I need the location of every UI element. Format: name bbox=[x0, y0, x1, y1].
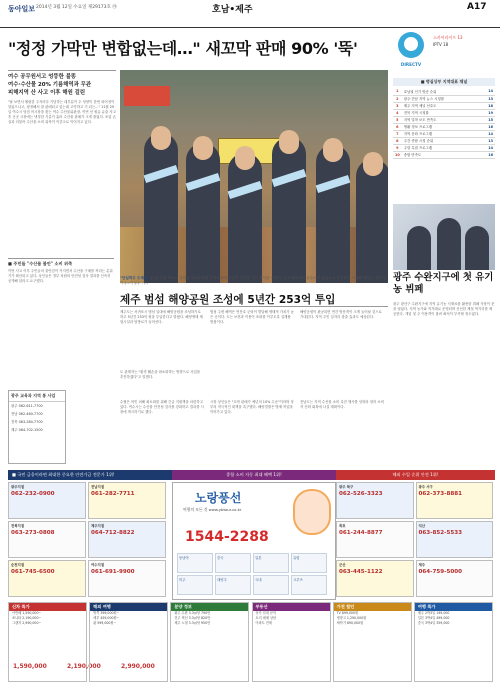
destination-tile[interactable]: 동남아 bbox=[177, 553, 213, 573]
divider bbox=[120, 306, 388, 307]
channel-table-row bbox=[393, 88, 495, 95]
mid-left-story bbox=[8, 258, 114, 284]
channel-table-label: 제주 지역 채널 선호도 bbox=[402, 102, 481, 109]
destination-tile[interactable]: 국내 bbox=[253, 575, 289, 595]
channel-table-value: 18 bbox=[481, 102, 495, 109]
contact-box-title: 광주 교육과 지역 통 사업 bbox=[9, 391, 65, 402]
ad-cell[interactable] bbox=[416, 482, 494, 519]
person-figure bbox=[272, 137, 306, 283]
lead-subhead bbox=[8, 70, 116, 97]
person-face bbox=[193, 136, 213, 160]
channel-table-rank: 6 bbox=[393, 123, 402, 130]
channel-table-value: 14 bbox=[481, 130, 495, 137]
price-label: 2,990,000 bbox=[121, 663, 155, 670]
channel-table bbox=[393, 88, 495, 159]
ad-cell-label: 광주지점 bbox=[11, 485, 25, 489]
channel-table-label: 생활 정보 프로그램 bbox=[402, 123, 481, 130]
price-label: 1,590,000 bbox=[13, 663, 47, 670]
person-face bbox=[279, 130, 299, 154]
banner-sign bbox=[124, 86, 170, 106]
contact-row: 광주 062-611-7700 bbox=[11, 404, 43, 408]
ad-cell[interactable] bbox=[88, 521, 166, 558]
classified-line: 세탁기 690,000원 bbox=[336, 621, 364, 625]
channel-table-row bbox=[393, 130, 495, 137]
classified-line: 광주 수완 3.3㎡당 790만 bbox=[174, 611, 211, 615]
second-headline: 제주 범섬 해양공원 조성에 5년간 253억 투입 bbox=[120, 294, 336, 306]
contact-row: 전북 063-284-7700 bbox=[11, 420, 43, 424]
classified-line: 상가 임대 문의 bbox=[255, 611, 277, 615]
classified-line: 전주 혁신 3.3㎡당 820만 bbox=[174, 616, 211, 620]
ad-cell-phone[interactable]: 064-712-8822 bbox=[91, 530, 135, 536]
section-title: 호남•제주 bbox=[212, 5, 253, 15]
ad-cell[interactable] bbox=[336, 482, 414, 519]
contact-row: 제주 064-702-1500 bbox=[11, 428, 43, 432]
logo-text: DIRECTV bbox=[400, 62, 422, 67]
channel-table-row bbox=[393, 151, 495, 158]
channel-table-value: 16 bbox=[481, 123, 495, 130]
classified-line: 제주 2박3일 199,000 bbox=[417, 611, 450, 615]
classified-line: 일본 3박4일 499,000 bbox=[417, 616, 450, 620]
ad-cell-label: 제주지점 bbox=[91, 524, 105, 528]
lead-body: "날 보면서 썰렁한 주지마다 기념하는 데부분이 두 엉양이 한번 외어정이 알았으나고, 평정해서 잘 판매되고 있는데 고약하고 기 되는..." 11월 29일 여수시 당점 어시장을 찾는 여수 수산물위판장. 이번 선 원유 유출 사고 후 곳곳 시장에는 냉정한 기류가 흘러 수산물 판매가 크게 줄었다. 조업 손실과 더불어 수산물 소비 위축이 이중고로 이어지고 있다. bbox=[8, 100, 116, 124]
destination-tile[interactable]: 일본 bbox=[253, 553, 289, 573]
channel-table-label: 종합 만족도 bbox=[402, 151, 481, 158]
channel-table-value: 15 bbox=[481, 116, 495, 123]
lead-subhead-line: 여수·수산물 20% 기름해역과 무관 bbox=[8, 82, 92, 88]
ad-cell-phone[interactable]: 061-691-9900 bbox=[91, 569, 135, 575]
channel-table-rank: 10 bbox=[395, 152, 400, 157]
channel-info bbox=[433, 34, 495, 48]
ad-cell-phone[interactable]: 062-232-0900 bbox=[11, 491, 55, 497]
ad-cell-label: 광주 북구 bbox=[339, 485, 354, 489]
lead-subhead-line: 여수 공무원서고 엉뚱한 불똥 bbox=[8, 74, 77, 80]
ad-left-column bbox=[8, 482, 168, 600]
photo-caption-head: "안심하고 드세요" bbox=[120, 276, 150, 280]
ad-cell-phone[interactable]: 061-745-6500 bbox=[11, 569, 55, 575]
classified-ads bbox=[8, 602, 495, 684]
channel-table-title: ■ 명실상부 지역대표 채널 bbox=[393, 78, 495, 86]
channel-table-row bbox=[393, 116, 495, 123]
ad-cell[interactable] bbox=[88, 482, 166, 519]
ad-cell-phone[interactable]: 063-852-5533 bbox=[418, 530, 463, 536]
classified-line: 쏘나타 2,190,000~ bbox=[12, 616, 42, 620]
channel-table-value: 14 bbox=[481, 88, 495, 95]
channel-table-label: 지역 문화 프로그램 bbox=[402, 130, 481, 137]
ad-cell-label: 목포 bbox=[339, 524, 346, 528]
classified-title: 신차 특가 bbox=[9, 603, 86, 611]
ad-cell[interactable] bbox=[416, 521, 494, 558]
ad-cell-phone[interactable]: 062-526-3323 bbox=[339, 491, 383, 497]
ad-cell-label: 익산 bbox=[418, 524, 426, 528]
channel-table-row bbox=[393, 123, 495, 130]
classified-line: 괌 599,000원~ bbox=[93, 621, 117, 625]
channel-table-row bbox=[393, 109, 495, 116]
channel-info-item: 스카이라이프 13 bbox=[433, 35, 463, 40]
classified-line: 제주 노형 3.3㎡당 950만 bbox=[174, 621, 211, 625]
ad-cell-label: 제주 bbox=[418, 563, 426, 567]
channel-table-value: 13 bbox=[481, 137, 495, 144]
ad-cell[interactable] bbox=[8, 560, 86, 597]
channel-table-label: 주말 특집 프로그램 bbox=[402, 144, 481, 151]
channel-info-item: IPTV 18 bbox=[433, 42, 449, 47]
channel-table-label: 광주·전남 지역 뉴스 시청률 bbox=[402, 95, 481, 102]
channel-table-value: 14 bbox=[481, 144, 495, 151]
classified-block[interactable] bbox=[333, 602, 412, 682]
ad-cell-label: 여수지점 bbox=[91, 563, 105, 567]
ad-cell[interactable] bbox=[336, 521, 414, 558]
channel-table-row bbox=[393, 102, 495, 109]
channel-table-rank: 1 bbox=[393, 88, 402, 95]
ad-cell-label: 군산 bbox=[339, 563, 346, 567]
channel-table-rank: 3 bbox=[393, 102, 402, 109]
travel-brand: 노랑풍선 bbox=[195, 491, 242, 505]
newspaper-logo: 동아일보 bbox=[8, 5, 36, 13]
ad-cell[interactable] bbox=[416, 560, 494, 597]
channel-sidebar bbox=[393, 30, 495, 200]
ad-cell-phone[interactable]: 063-273-0808 bbox=[11, 530, 55, 536]
ad-cell[interactable] bbox=[88, 560, 166, 597]
classified-line: 냉장고 1,290,000원 bbox=[336, 616, 367, 620]
channel-table-rank: 4 bbox=[393, 109, 402, 116]
channel-table-rank: 7 bbox=[393, 130, 402, 137]
person-face bbox=[363, 152, 383, 176]
person-face bbox=[151, 126, 171, 150]
travel-ad[interactable] bbox=[172, 482, 336, 600]
classified-line: 세부 459,000원~ bbox=[93, 616, 120, 620]
classified-line: 방콕 399,000원~ bbox=[93, 611, 120, 615]
person-figure bbox=[465, 226, 489, 270]
ad-cell[interactable] bbox=[8, 482, 86, 519]
classified-block[interactable] bbox=[414, 602, 493, 682]
channel-table-value: 16 bbox=[481, 151, 495, 158]
destination-tile[interactable]: 중국 bbox=[215, 553, 251, 573]
lead-headline: "정정 가막만 변합없는데…" 새꼬막 판매 90% '뚝' bbox=[8, 39, 358, 58]
travel-tagline: 여행의 모든 것 www.ybtour.co.kr bbox=[183, 507, 242, 512]
price-label: 2,190,000 bbox=[67, 663, 101, 670]
mid-left-body: 이번 사고 이후 주민들의 불안감이 커지면서 수산물 구매를 꺼리는 분위기가 확산되고 있다. 상인들은 정부 차원의 안전성 검사 결과를 신속히 공개해 달라고 요구했다. bbox=[8, 269, 113, 283]
ad-right-column bbox=[336, 482, 495, 600]
channel-table-row bbox=[393, 144, 495, 151]
person-face bbox=[323, 138, 343, 162]
ad-cell-label: 순천지점 bbox=[11, 563, 25, 567]
ad-cell-label: 광주 서구 bbox=[418, 485, 433, 489]
second-column: 범섬 주변 해역은 연산호 군락이 발달해 생태적 가치가 높은 곳이다. 도는 보전과 이용이 조화를 이루도록 설계할 방침이다. bbox=[210, 310, 294, 324]
ad-cell-label: 전남지점 bbox=[91, 485, 105, 489]
travel-phone[interactable]: 1544-2288 bbox=[185, 529, 269, 545]
classified-line: 아파트 전세 bbox=[255, 621, 272, 625]
classified-title: 여행 특가 bbox=[415, 603, 492, 611]
channel-table-label: 전북 지역 시청률 bbox=[402, 109, 481, 116]
ad-cell-phone[interactable]: 062-373-8881 bbox=[418, 491, 463, 497]
classified-line: 토지 매매 상담 bbox=[255, 616, 277, 620]
mascot-icon bbox=[293, 489, 331, 535]
lead-subhead-line: 피해지역 산 사고 이후 해원 걸린 bbox=[8, 90, 86, 96]
side-story-title: 광주 수완지구에 첫 유기농 뷔페 bbox=[393, 272, 494, 295]
classified-block[interactable] bbox=[89, 602, 168, 682]
photo-caption bbox=[120, 276, 388, 288]
issue-date: 2014년 3월 12일 수요일 제29173호 ㉮ bbox=[36, 5, 117, 10]
person-figure bbox=[186, 143, 220, 283]
classified-line: 중국 3박4일 359,000 bbox=[417, 621, 450, 625]
channel-table-row bbox=[393, 137, 495, 144]
lead-photo bbox=[120, 70, 388, 283]
mid-text-column: 수협은 어민 피해 최소화를 위해 긴급 지원책을 마련하고 있다. 여수시는 수산물 안전성 검사를 강화하고 결과를 시장에 게시하기로 했다. bbox=[120, 400, 204, 414]
person-figure bbox=[437, 218, 461, 270]
classified-block[interactable] bbox=[252, 602, 331, 682]
destination-tile[interactable]: 대양주 bbox=[215, 575, 251, 595]
person-figure bbox=[228, 153, 262, 283]
second-column: 해양공원이 완공되면 연간 방문객이 크게 늘어날 것으로 기대된다. 지역 주민 일자리 창출 효과도 예상된다. bbox=[300, 310, 382, 319]
person-face bbox=[235, 146, 255, 170]
classified-line: 아반떼 1,590,000~ bbox=[12, 611, 42, 615]
classified-line: 그랜저 2,990,000~ bbox=[12, 621, 42, 625]
ad-cell-phone[interactable]: 063-445-1122 bbox=[339, 569, 383, 575]
side-story-photo bbox=[393, 204, 495, 270]
ad-cell-phone[interactable]: 064-759-5000 bbox=[418, 569, 463, 575]
channel-table-label: 지역 밀착 보도 만족도 bbox=[402, 116, 481, 123]
destination-tile[interactable]: 미주 bbox=[177, 575, 213, 595]
channel-table-rank: 5 bbox=[393, 116, 402, 123]
ad-banner-left: ■ 국민 금융이라면 최대한 중요한 안전기금 전문가 1위! bbox=[8, 470, 495, 480]
mid-text-column: 시장 상인들은 "꼬막 판매가 예년의 10% 수준"이라며 정부의 적극적인 대책을 촉구했다. 해양경찰은 방제 작업을 이어가고 있다. bbox=[210, 400, 294, 414]
person-figure bbox=[407, 226, 431, 270]
logo-inner-icon bbox=[404, 37, 418, 51]
person-figure bbox=[316, 145, 350, 283]
channel-table-value: 19 bbox=[481, 109, 495, 116]
channel-table-rank: 2 bbox=[393, 95, 402, 102]
ad-cell-phone[interactable]: 061-244-8877 bbox=[339, 530, 383, 536]
ad-cell[interactable] bbox=[8, 521, 86, 558]
mid-left-title: ■ 주민들 "수산물 불안" 소비 위축 bbox=[8, 258, 114, 267]
photo-caption-text: 11일 전남 여수시 남산동 여수수산물 특화시장에서 일반 수산물 시식 행사를 가졌다. 사고 해역에서 유통되지 않았으니 안심하고 구매해 달라는 것이다. 여수=이형주 기자 bbox=[120, 276, 387, 285]
second-column: 도 관계자는 "환경 훼손을 최소화하는 방향으로 사업을 추진하겠다"고 말했다. bbox=[120, 370, 201, 379]
classified-line: TV 899,000원 bbox=[336, 611, 359, 615]
ad-cell-label: 전북지점 bbox=[11, 524, 25, 528]
channel-table-row bbox=[393, 95, 495, 102]
classified-title: 가전 할인 bbox=[334, 603, 411, 611]
destination-tile[interactable]: 유럽 bbox=[291, 553, 327, 573]
channel-table-value: 13 bbox=[481, 95, 495, 102]
classified-title: 분양 정보 bbox=[171, 603, 248, 611]
ad-banner-right: 해외 수입 순위 안전 1위! bbox=[336, 470, 495, 480]
ad-cell-phone[interactable]: 061-282-7711 bbox=[91, 491, 135, 497]
classified-title: 해외 여행 bbox=[90, 603, 167, 611]
ad-cell[interactable] bbox=[336, 560, 414, 597]
person-figure bbox=[356, 159, 388, 283]
destination-tile[interactable]: 크루즈 bbox=[291, 575, 327, 595]
mid-text-column: 전남도는 지역 수산물 소비 촉진 행사를 잇따라 열어 소비자 신뢰 회복에 나설 계획이다. bbox=[300, 400, 384, 409]
side-story-body: 광주 광산구 수완지구에 지역 유기농 식재료를 활용한 뷔페 식당이 문을 열었다. 지역 농가와 직거래로 운영되며 신선한 제철 먹거리를 제공한다. 개업 첫 주 이용객이 몰려 좌석이 부족할 정도였다. bbox=[393, 302, 495, 316]
channel-table-label: 호남권 인기 방송 순위 bbox=[402, 88, 481, 95]
classified-title: 부동산 bbox=[253, 603, 330, 611]
classified-block[interactable] bbox=[170, 602, 249, 682]
second-column: 제주도는 서귀포시 범섬 일대에 해양공원을 조성하기로 하고 5년간 253억 원을 투입한다고 밝혔다. 해양생태 체험시설과 탐방로가 들어선다. bbox=[120, 310, 203, 324]
side-story-headline bbox=[393, 272, 495, 296]
contact-row: 전남 062-460-7700 bbox=[11, 412, 43, 416]
destination-grid bbox=[177, 553, 331, 597]
page-header bbox=[0, 0, 500, 28]
page-number: A17 bbox=[467, 2, 487, 12]
advertisement-section bbox=[8, 470, 495, 684]
contact-box bbox=[8, 390, 66, 464]
channel-table-label: 주간 종합 시청 순위 bbox=[402, 137, 481, 144]
ad-banner-mid: 종합 소비 자동 최대 혜택 1위! bbox=[172, 470, 336, 480]
channel-table-rank: 9 bbox=[393, 144, 402, 151]
channel-logo bbox=[393, 30, 429, 74]
channel-table-rank: 8 bbox=[393, 137, 402, 144]
person-figure bbox=[144, 133, 178, 283]
